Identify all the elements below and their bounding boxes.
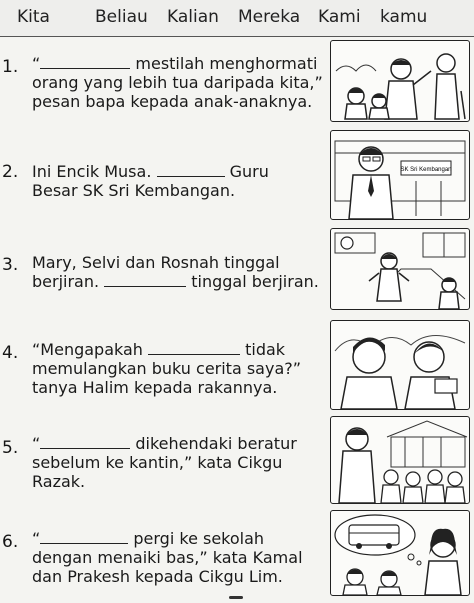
illustration-father-children (330, 40, 470, 122)
word-bank-kamu: kamu (380, 7, 428, 27)
question-line: pesan bapa kepada anak-anaknya. (32, 92, 313, 111)
question-line: dengan menaiki bas,” kata Kamal (32, 548, 303, 567)
neighbours-drawing (331, 229, 469, 309)
answer-blank[interactable] (40, 56, 130, 69)
answer-blank[interactable] (40, 531, 128, 544)
queue-drawing (331, 417, 469, 503)
question-number: 1. (2, 57, 19, 77)
word-bank (0, 0, 474, 37)
answer-blank[interactable] (40, 436, 130, 449)
boys-drawing (331, 321, 469, 409)
question-line: Ini Encik Musa. Guru (32, 162, 269, 181)
question-line: “ dikehendaki beratur (32, 434, 297, 453)
illustration-teacher-pupils (330, 416, 470, 504)
question-line: sebelum ke kantin,” kata Cikgu (32, 453, 283, 472)
word-bank-kalian: Kalian (167, 7, 219, 27)
word-bank-mereka: Mereka (238, 7, 301, 27)
page-mark (229, 596, 243, 599)
word-bank-kami: Kami (318, 7, 361, 27)
family-drawing (331, 41, 469, 121)
question-number: 2. (2, 162, 19, 182)
answer-blank[interactable] (104, 274, 186, 287)
illustration-neighbours (330, 228, 470, 310)
question-line: Razak. (32, 472, 86, 491)
illustration-two-boys (330, 320, 470, 410)
school-sign: SK Sri Kembangan (400, 167, 452, 173)
answer-blank[interactable] (148, 342, 240, 355)
question-number: 4. (2, 343, 19, 363)
question-line: “ pergi ke sekolah (32, 529, 265, 548)
question-number: 6. (2, 532, 19, 552)
question-number: 5. (2, 438, 19, 458)
word-bank-kita: Kita (17, 7, 50, 27)
illustration-headmaster (330, 130, 470, 220)
question-line: “ mestilah menghormati (32, 54, 318, 73)
question-line: orang yang lebih tua daripada kita,” (32, 73, 323, 92)
question-line: tanya Halim kepada rakannya. (32, 378, 278, 397)
illustration-bus-thought (330, 510, 470, 596)
word-bank-beliau: Beliau (95, 7, 148, 27)
bus-drawing (331, 511, 469, 595)
question-line: Besar SK Sri Kembangan. (32, 181, 236, 200)
question-line: berjiran. tinggal berjiran. (32, 272, 319, 291)
question-line: memulangkan buku cerita saya?” (32, 359, 302, 378)
question-line: Mary, Selvi dan Rosnah tinggal (32, 253, 280, 272)
answer-blank[interactable] (157, 164, 225, 177)
headmaster-drawing (331, 131, 469, 219)
question-line: “Mengapakah tidak (32, 340, 286, 359)
question-number: 3. (2, 255, 19, 275)
question-line: dan Prakesh kepada Cikgu Lim. (32, 567, 283, 586)
